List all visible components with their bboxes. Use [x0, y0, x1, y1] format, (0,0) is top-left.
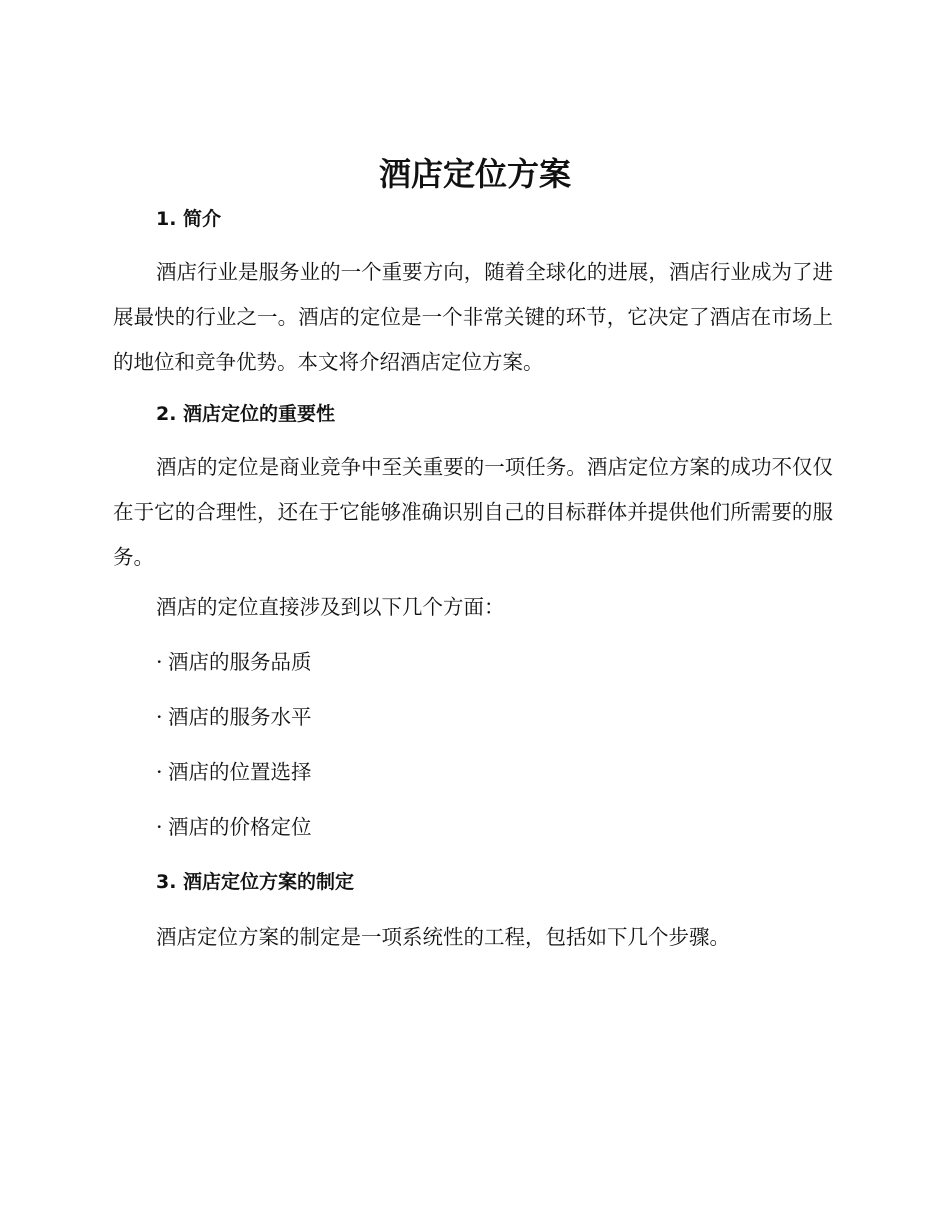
- bullet-item-text: 酒店的服务水平: [168, 705, 312, 729]
- bullet-item: [156, 702, 312, 732]
- intro-paragraph: 酒店行业是服务业的一个重要方向，随着全球化的进展，酒店行业成为了进展最快的行业之一。酒店的定位是一个非常关键的环节，它决定了酒店在市场上的地位和竞争优势。本文将介绍酒店定位方案。: [113, 260, 833, 374]
- section-heading-formulation: 3. 酒店定位方案的制定: [156, 871, 355, 893]
- bullet-symbol: ·: [156, 815, 163, 839]
- importance-paragraph: 酒店的定位是商业竞争中至关重要的一项任务。酒店定位方案的成功不仅仅在于它的合理性，还在于它能够准确识别自己的目标群体并提供他们所需要的服务。: [113, 455, 833, 569]
- bullet-item: [156, 647, 312, 677]
- bullet-item-text: 酒店的服务品质: [168, 650, 312, 674]
- bullet-item: [156, 812, 312, 842]
- page-title: 酒店定位方案: [378, 155, 571, 193]
- bullet-item-text: 酒店的价格定位: [168, 815, 312, 839]
- bullet-symbol: ·: [156, 705, 163, 729]
- bullet-item-text: 酒店的位置选择: [168, 760, 312, 784]
- section-heading-importance: 2. 酒店定位的重要性: [156, 403, 336, 425]
- aspects-lead-in: 酒店的定位直接涉及到以下几个方面：: [156, 595, 505, 619]
- section-heading-intro: 1. 简介: [156, 208, 222, 230]
- bullet-symbol: ·: [156, 650, 163, 674]
- bullet-item: [156, 757, 312, 787]
- formulation-paragraph: 酒店定位方案的制定是一项系统性的工程，包括如下几个步骤。: [156, 925, 730, 949]
- bullet-symbol: ·: [156, 760, 163, 784]
